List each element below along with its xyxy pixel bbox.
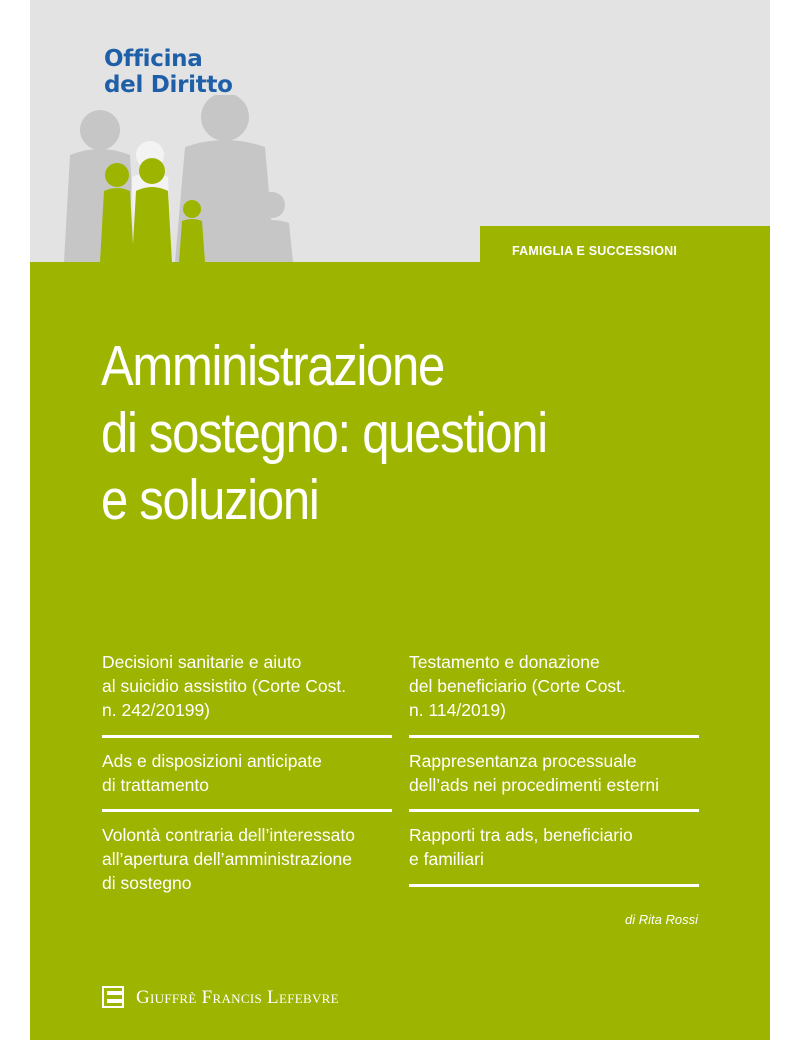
title-line-2: di sostegno: questioni [101, 401, 547, 465]
topic-line: all’apertura dell’amministrazione [102, 849, 352, 869]
divider [409, 735, 699, 738]
topic-line: al suicidio assistito (Corte Cost. [102, 676, 347, 696]
topic-line: dell’ads nei procedimenti esterni [409, 775, 659, 795]
topic-line: Testamento e donazione [409, 652, 600, 672]
series-label: FAMIGLIA E SUCCESSIONI [512, 244, 678, 258]
topic-1 [102, 650, 402, 722]
brand-logo [104, 46, 233, 98]
topic-line: Rapporti tra ads, beneficiario [409, 825, 633, 845]
brand-line-1: Officina [104, 46, 203, 72]
publisher-name: Giuffrè Francis Lefebvre [136, 987, 339, 1008]
book-cover [30, 0, 770, 1040]
topic-line: Rappresentanza processuale [409, 751, 637, 771]
topic-line: n. 114/2019) [409, 700, 506, 720]
topic-4 [409, 749, 709, 797]
brand-line-2: del Diritto [104, 72, 233, 98]
title-line-1: Amministrazione [101, 334, 444, 398]
title-line-3: e soluzioni [101, 468, 319, 532]
topic-2 [409, 650, 709, 722]
book-title [101, 333, 651, 534]
topic-line: n. 242/20199) [102, 700, 211, 720]
divider [409, 884, 699, 887]
publisher-logo-icon [102, 986, 124, 1008]
divider [102, 735, 392, 738]
topic-line: di trattamento [102, 775, 209, 795]
topic-line: di sostegno [102, 873, 192, 893]
topic-line: Ads e disposizioni anticipate [102, 751, 322, 771]
topic-line: e familiari [409, 849, 484, 869]
topic-line: Decisioni sanitarie e aiuto [102, 652, 302, 672]
topic-6 [409, 823, 709, 871]
topic-5 [102, 823, 402, 895]
divider [102, 809, 392, 812]
topic-3 [102, 749, 402, 797]
topic-line: del beneficiario (Corte Cost. [409, 676, 626, 696]
divider [409, 809, 699, 812]
topic-line: Volontà contraria dell’interessato [102, 825, 355, 845]
author: di Rita Rossi [625, 912, 698, 927]
